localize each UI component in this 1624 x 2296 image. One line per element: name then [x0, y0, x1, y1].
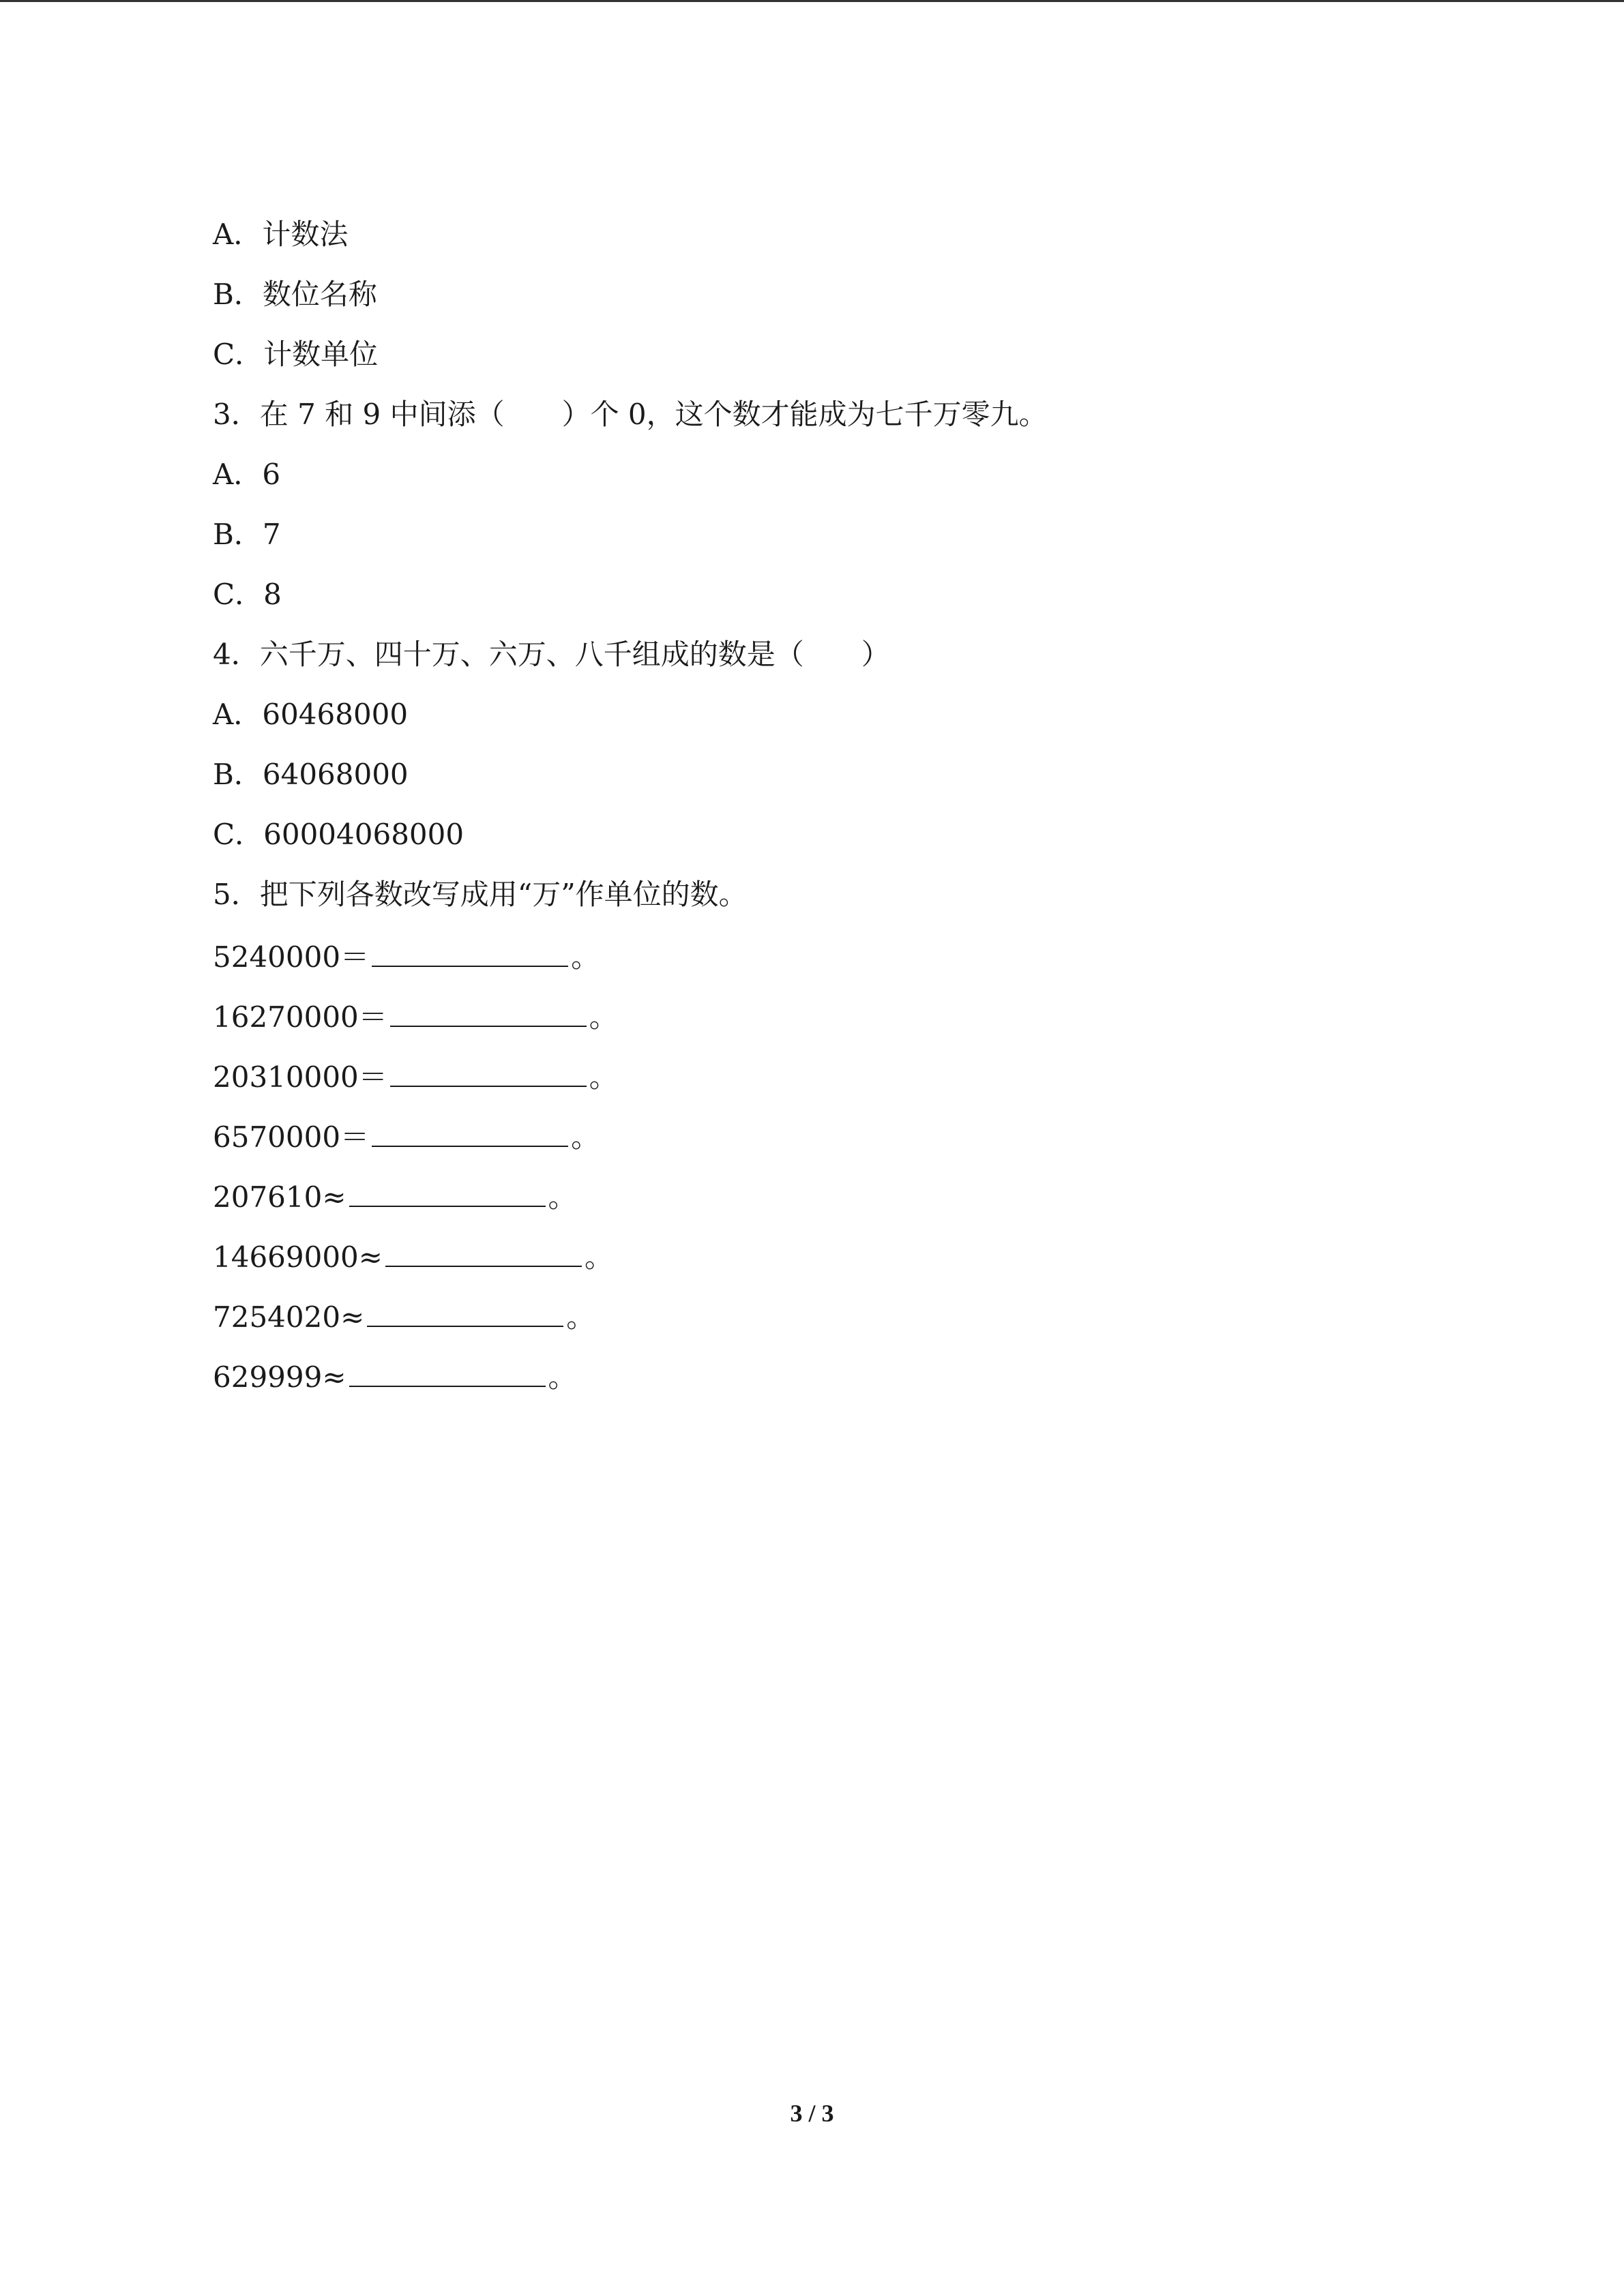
answer-blank[interactable]	[367, 1296, 563, 1327]
end-mark: 。	[589, 1060, 618, 1094]
operator: ≈	[322, 1180, 346, 1214]
source-number: 16270000	[213, 1000, 359, 1034]
option-text: 计数单位	[263, 338, 379, 371]
q4-option-b	[213, 756, 409, 794]
option-letter: B．	[213, 518, 263, 551]
option-letter: A．	[213, 218, 263, 251]
option-letter: C．	[213, 338, 264, 371]
answer-blank[interactable]	[372, 936, 568, 967]
answer-blank[interactable]	[349, 1176, 546, 1207]
source-number: 14669000	[213, 1240, 359, 1274]
conversion-item	[213, 936, 600, 976]
option-text: 6	[262, 458, 281, 491]
operator: ≈	[340, 1300, 365, 1334]
operator: ＝	[340, 1120, 370, 1154]
operator: ＝	[358, 1000, 387, 1034]
conversion-item	[213, 996, 618, 1037]
question-3: 3．在 7 和 9 中间添（ ）个 0，这个数才能成为七千万零九。	[213, 398, 1048, 431]
conversion-item	[213, 1116, 600, 1157]
answer-blank[interactable]	[390, 996, 587, 1027]
source-number: 207610	[213, 1180, 323, 1214]
option-letter: B．	[213, 758, 263, 791]
option-text: 7	[262, 518, 281, 551]
source-number: 7254020	[213, 1300, 341, 1334]
answer-blank[interactable]	[390, 1056, 587, 1087]
option-letter: C．	[213, 818, 264, 851]
question-5: 5．把下列各数改写成用“万”作单位的数。	[213, 878, 748, 911]
top-border	[0, 0, 1624, 2]
end-mark: 。	[548, 1180, 577, 1214]
end-mark: 。	[589, 1000, 618, 1034]
end-mark: 。	[571, 1120, 600, 1154]
option-text: 数位名称	[262, 278, 377, 311]
end-mark: 。	[566, 1300, 595, 1334]
operator: ＝	[340, 940, 370, 974]
q3-option-b	[213, 516, 281, 554]
source-number: 6570000	[213, 1120, 341, 1154]
conversion-item	[213, 1296, 595, 1337]
conversion-item	[213, 1236, 613, 1277]
option-a	[213, 215, 348, 254]
end-mark: 。	[548, 1360, 577, 1394]
option-letter: C．	[213, 578, 264, 611]
option-c	[213, 336, 378, 374]
option-text: 60468000	[262, 698, 409, 731]
q4-option-a	[213, 696, 408, 734]
q3-option-a	[213, 456, 280, 494]
option-text: 64068000	[262, 758, 409, 791]
answer-blank[interactable]	[372, 1116, 568, 1147]
option-text: 8	[263, 578, 282, 611]
q4-option-c	[213, 816, 464, 854]
question-4: 4．六千万、四十万、六万、八千组成的数是（ ）	[213, 638, 890, 671]
page-number: 3 / 3	[790, 2100, 834, 2127]
source-number: 20310000	[213, 1060, 359, 1094]
option-letter: A．	[213, 458, 263, 491]
answer-blank[interactable]	[385, 1236, 582, 1267]
end-mark: 。	[584, 1240, 613, 1274]
answer-blank[interactable]	[349, 1356, 546, 1387]
option-text: 60004068000	[263, 818, 464, 851]
operator: ≈	[322, 1360, 346, 1394]
option-text: 计数法	[262, 218, 349, 251]
q3-option-c	[213, 576, 282, 614]
conversion-item	[213, 1056, 618, 1097]
source-number: 629999	[213, 1360, 323, 1394]
option-b	[213, 275, 377, 314]
source-number: 5240000	[213, 940, 341, 974]
conversion-item	[213, 1356, 577, 1397]
operator: ＝	[358, 1060, 387, 1094]
conversion-item	[213, 1176, 577, 1217]
operator: ≈	[358, 1240, 383, 1274]
option-letter: B．	[213, 278, 263, 311]
option-letter: A．	[213, 698, 263, 731]
end-mark: 。	[571, 940, 600, 974]
